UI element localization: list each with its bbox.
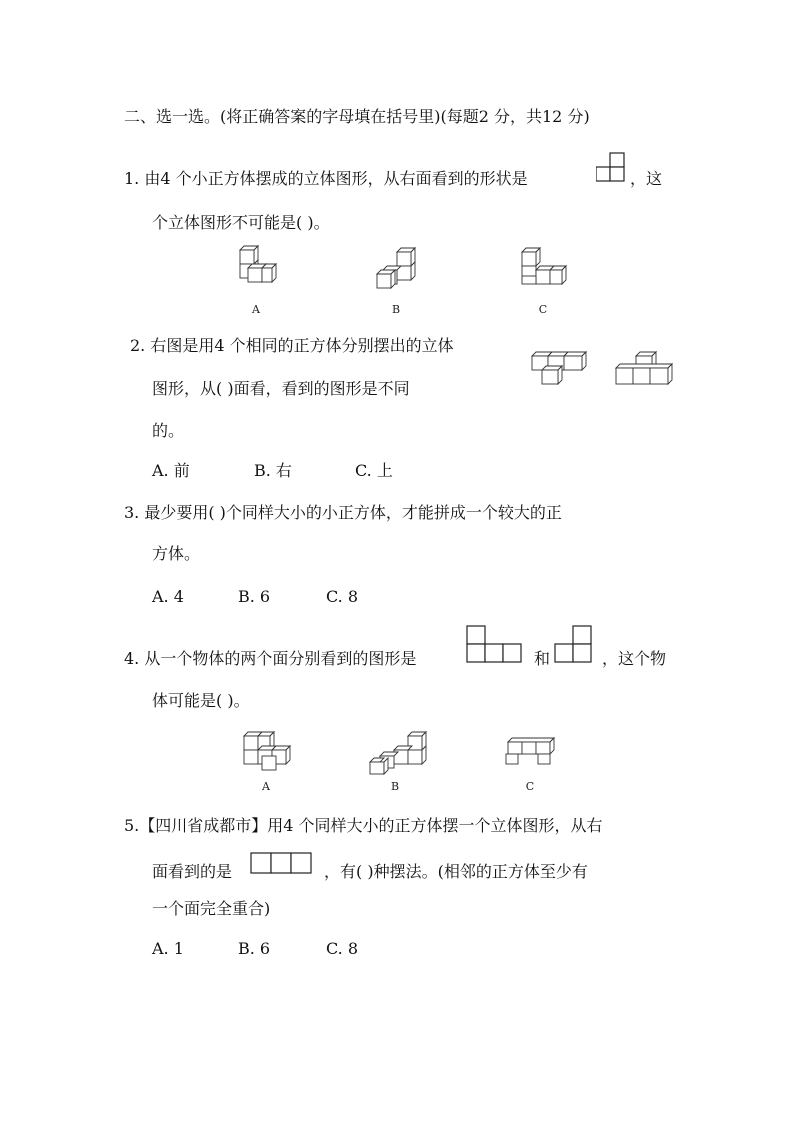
q4-label-b: B [390,780,400,793]
q2-option-c: C. 上 [355,461,393,480]
q3-line2: 方体。 [152,544,201,563]
q1-line1-prefix: 1. 由4 个小正方体摆成的立体图形，从右面看到的形状是 [124,169,528,188]
q3-option-c: C. 8 [326,587,359,606]
q5-line2-suffix: ，有( )种摆法。(相邻的正方体至少有 [324,862,588,881]
section-heading: 二、选一选。(将正确答案的字母填在括号里)(每题2 分，共12 分) [124,107,590,126]
q5-line2-prefix: 面看到的是 [152,862,233,881]
q5-option-c: C. 8 [326,939,359,958]
q1-figure-c [518,246,570,296]
q2-option-b: B. 右 [254,461,292,480]
q4-label-c: C [525,780,535,793]
q4-line1-prefix: 4. 从一个物体的两个面分别看到的图形是 [124,649,417,668]
q2-option-a: A. 前 [152,461,190,480]
q5-right-view-icon [250,852,314,878]
q4-line2: 体可能是( )。 [152,691,250,710]
q4-line1-suffix: ，这个物 [602,649,667,668]
q2-line2: 图形，从( )面看，看到的图形是不同 [152,379,410,398]
q1-line1-suffix: ，这 [630,169,663,188]
q1-label-c: C [538,303,548,316]
q1-figure-b [375,246,425,296]
q5-line3: 一个面完全重合) [152,899,271,918]
q4-line1-and: 和 [534,649,551,668]
q2-figure-right [610,350,676,390]
q4-view2-icon [554,625,594,669]
q3-option-b: B. 6 [238,587,271,606]
q1-right-view-icon [596,152,626,186]
q4-view1-icon [466,625,524,669]
q5-option-a: A. 1 [152,939,184,958]
q3-line1: 3. 最少要用( )个同样大小的小正方体，才能拼成一个较大的正 [124,503,562,522]
q1-label-b: B [391,303,401,316]
q2-line1: 2. 右图是用4 个相同的正方体分别摆出的立体 [130,336,454,355]
q4-label-a: A [262,780,270,793]
q4-figure-c [502,734,558,774]
q5-line1: 5.【四川省成都市】用4 个同样大小的正方体摆一个立体图形，从右 [124,816,603,835]
q1-label-a: A [252,303,260,316]
q1-line2: 个立体图形不可能是( )。 [152,213,330,232]
q4-figure-a [240,730,294,778]
q2-figure-left [528,350,594,390]
q2-line3: 的。 [152,421,185,440]
q1-figure-a [232,244,282,296]
q5-option-b: B. 6 [238,939,271,958]
q4-figure-b [366,730,432,780]
q3-option-a: A. 4 [152,587,184,606]
